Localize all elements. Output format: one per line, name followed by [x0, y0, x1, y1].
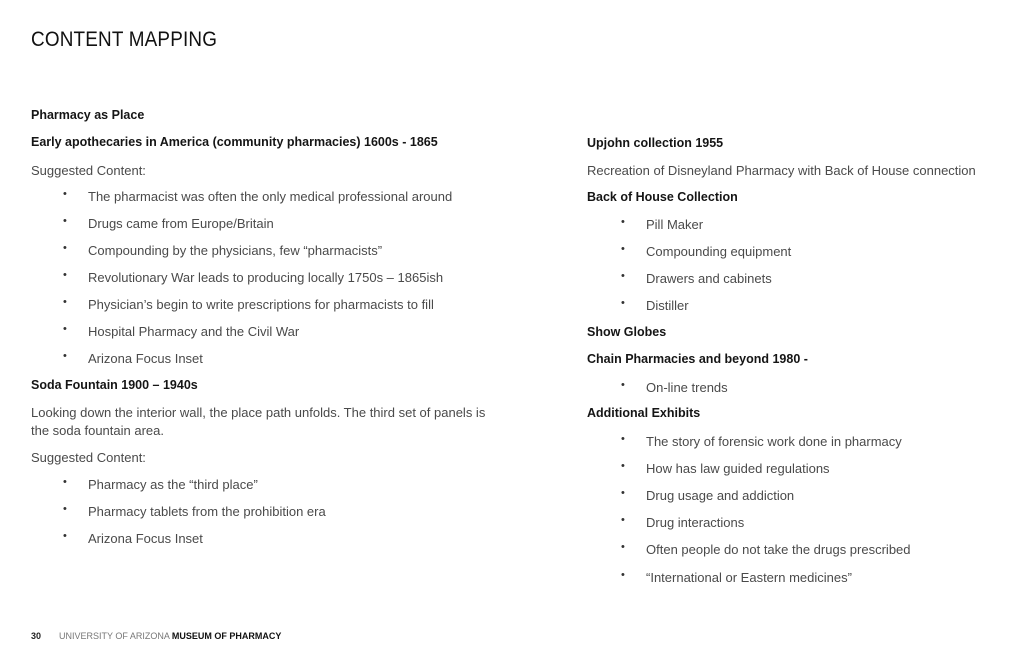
bullet-item: “International or Eastern medicines”	[646, 569, 852, 585]
page-title: CONTENT MAPPING	[31, 28, 218, 51]
label: Suggested Content:	[31, 450, 146, 465]
bullet-icon: •	[63, 476, 67, 488]
footer-org: UNIVERSITY OF ARIZONA	[59, 631, 172, 641]
bullet-item: On-line trends	[646, 380, 728, 395]
bullet-icon: •	[621, 297, 625, 309]
bullet-item: The pharmacist was often the only medical professional around	[88, 189, 453, 204]
section-heading: Show Globes	[587, 325, 667, 339]
bullet-icon: •	[621, 433, 625, 445]
bullet-item: Drug usage and addiction	[646, 488, 795, 504]
bullet-icon: •	[621, 541, 625, 554]
bullet-item: How has law guided regulations	[646, 461, 830, 477]
bullet-item: Drug interactions	[646, 515, 745, 531]
bullet-item: Drawers and cabinets	[646, 271, 772, 286]
bullet-item: Pill Maker	[646, 217, 704, 232]
bullet-icon: •	[63, 269, 67, 281]
bullet-item: Arizona Focus Inset	[88, 351, 203, 366]
page-number: 30	[31, 631, 42, 641]
bullet-icon: •	[621, 243, 625, 255]
bullet-icon: •	[621, 379, 625, 391]
bullet-icon: •	[63, 503, 67, 515]
bullet-icon: •	[63, 188, 67, 200]
paragraph: Recreation of Disneyland Pharmacy with Back of House connection	[587, 163, 976, 178]
bullet-item: Drugs came from Europe/Britain	[88, 216, 274, 231]
bullet-icon: •	[63, 323, 67, 335]
section-heading: Upjohn collection 1955	[587, 136, 724, 150]
bullet-icon: •	[63, 350, 67, 362]
bullet-icon: •	[621, 514, 625, 527]
bullet-icon: •	[621, 216, 625, 228]
bullet-icon: •	[621, 460, 625, 473]
label: Suggested Content:	[31, 163, 146, 178]
section-heading: Additional Exhibits	[587, 406, 701, 420]
footer	[31, 631, 281, 641]
bullet-icon: •	[63, 215, 67, 227]
bullet-item: Distiller	[646, 298, 689, 313]
bullet-item: Pharmacy tablets from the prohibition era	[88, 504, 326, 519]
bullet-item: Compounding equipment	[646, 244, 792, 259]
section-heading: Pharmacy as Place	[31, 108, 145, 122]
bullet-item: Often people do not take the drugs prescribed	[646, 542, 911, 558]
bullet-icon: •	[621, 487, 625, 500]
section-heading: Early apothecaries in America (community pharmacies) 1600s - 1865	[31, 135, 438, 149]
bullet-icon: •	[63, 296, 67, 308]
paragraph: Looking down the interior wall, the place path unfolds. The third set of panels is	[31, 405, 486, 420]
bullet-icon: •	[621, 270, 625, 282]
section-heading: Back of House Collection	[587, 190, 738, 204]
footer-museum: MUSEUM OF PHARMACY	[171, 631, 282, 641]
bullet-item: The story of forensic work done in pharmacy	[646, 434, 902, 449]
bullet-item: Hospital Pharmacy and the Civil War	[88, 324, 300, 339]
section-heading: Soda Fountain 1900 – 1940s	[31, 378, 198, 392]
bullet-item: Pharmacy as the “third place”	[88, 477, 258, 492]
bullet-icon: •	[63, 242, 67, 254]
bullet-icon: •	[621, 568, 625, 581]
bullet-icon: •	[63, 530, 67, 542]
bullet-item: Arizona Focus Inset	[88, 531, 203, 546]
section-heading: Chain Pharmacies and beyond 1980 -	[587, 352, 808, 366]
bullet-item: Physician’s begin to write prescriptions for pharmacists to fill	[88, 297, 434, 312]
bullet-item: Revolutionary War leads to producing locally 1750s – 1865ish	[88, 270, 444, 285]
bullet-item: Compounding by the physicians, few “pharmacists”	[88, 243, 383, 258]
paragraph: the soda fountain area.	[31, 423, 164, 438]
